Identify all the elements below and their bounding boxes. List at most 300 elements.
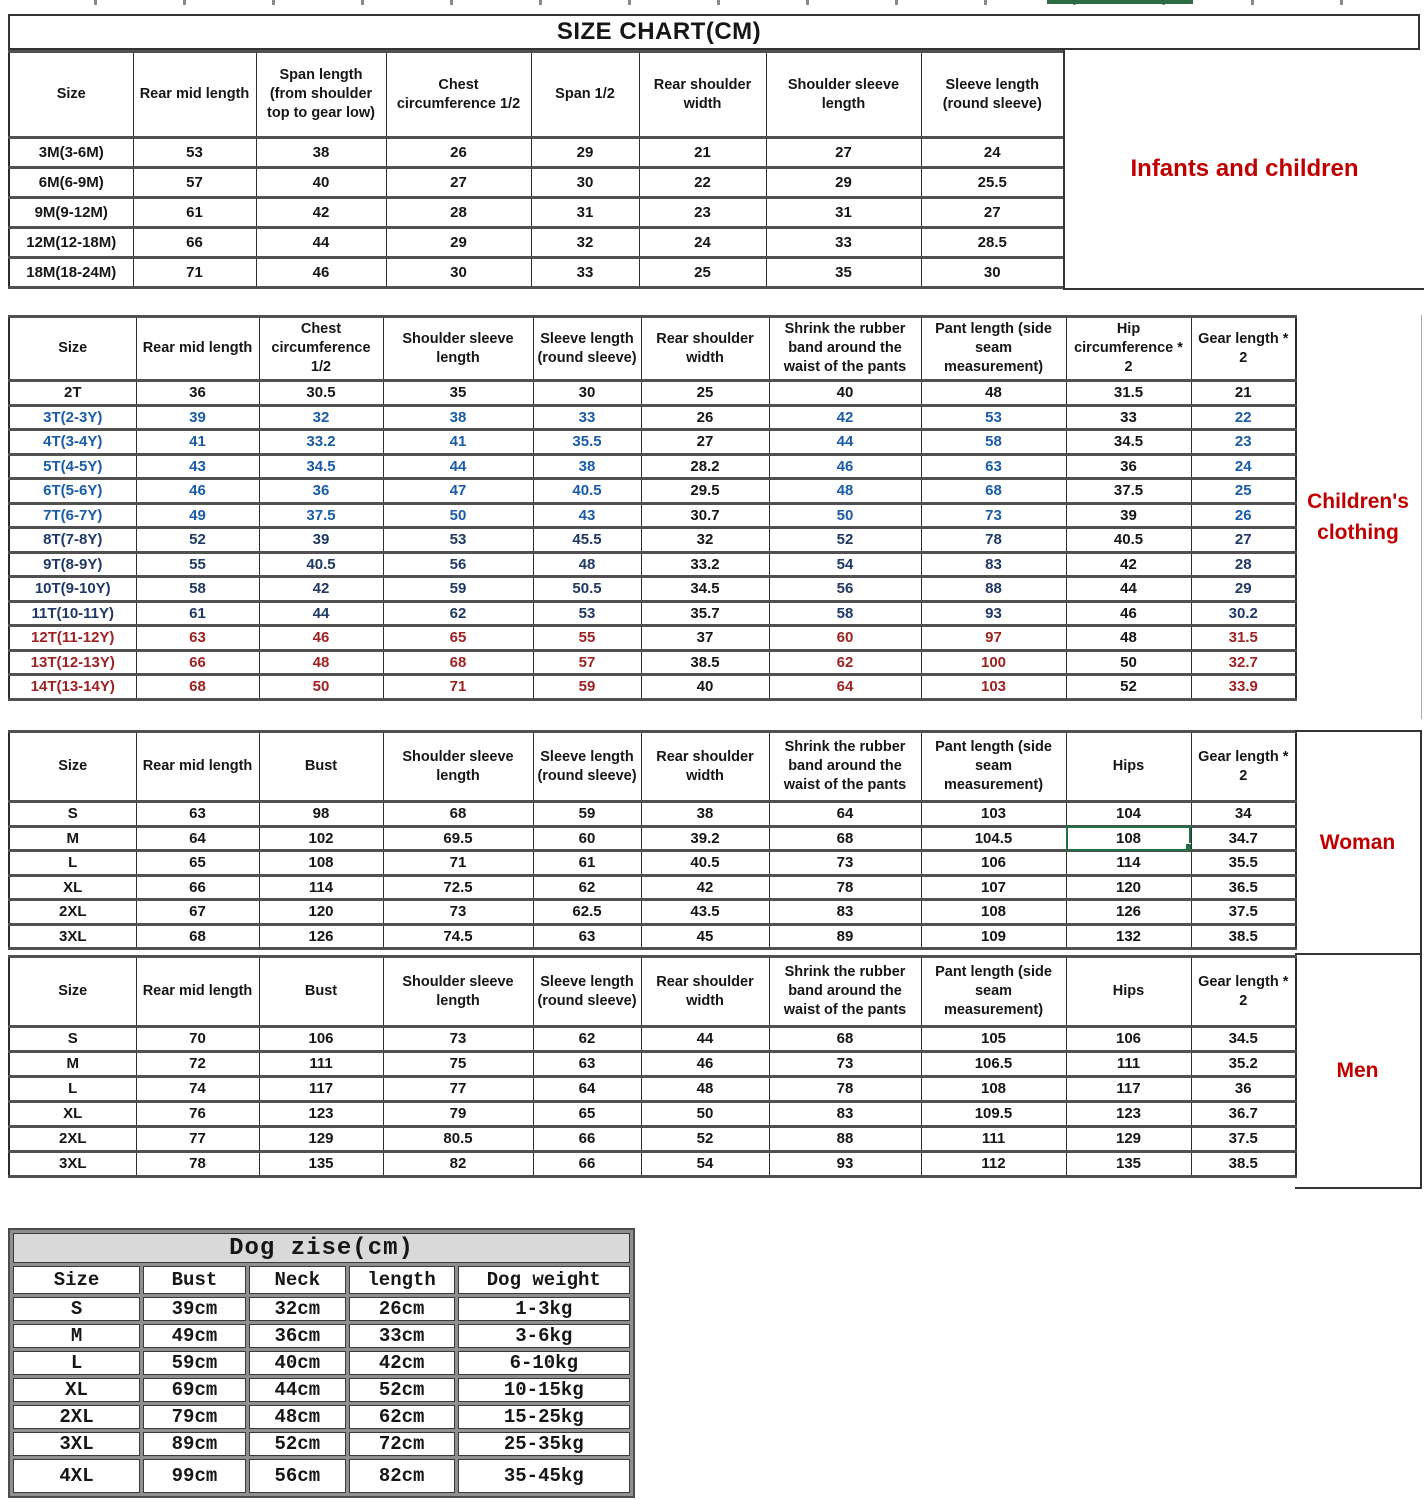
value-cell: 34.5 — [641, 577, 769, 602]
value-cell: 36 — [1191, 1077, 1296, 1102]
size-cell: M — [9, 1052, 136, 1077]
value-cell: 46 — [256, 258, 386, 288]
value-cell: 39 — [259, 528, 383, 553]
column-header: Rear shoulder width — [641, 957, 769, 1027]
size-cell: 9M(9-12M) — [9, 198, 133, 228]
value-cell: 30.5 — [259, 381, 383, 406]
value-cell: 35.7 — [641, 601, 769, 626]
value-cell: 42 — [769, 405, 921, 430]
value-cell: 106 — [1066, 1027, 1191, 1052]
size-cell: 10T(9-10Y) — [9, 577, 136, 602]
value-cell: 33 — [766, 228, 921, 258]
value-cell: 46 — [259, 626, 383, 651]
value-cell: 126 — [259, 924, 383, 949]
size-cell: 4T(3-4Y) — [9, 430, 136, 455]
value-cell: 39cm — [143, 1297, 246, 1321]
value-cell: 40.5 — [533, 479, 641, 504]
column-header: Size — [13, 1266, 140, 1294]
column-header: Neck — [249, 1266, 346, 1294]
value-cell: 30 — [921, 258, 1064, 288]
value-cell: 58 — [921, 430, 1066, 455]
table-row — [9, 258, 1064, 288]
value-cell: 73 — [769, 851, 921, 876]
value-cell: 66 — [533, 1127, 641, 1152]
value-cell: 99cm — [143, 1459, 246, 1493]
table-row — [9, 1027, 1296, 1052]
value-cell: 44 — [256, 228, 386, 258]
value-cell: 38.5 — [641, 650, 769, 675]
value-cell: 97 — [921, 626, 1066, 651]
value-cell: 62.5 — [533, 900, 641, 925]
value-cell: 41 — [136, 430, 259, 455]
size-cell: 5T(4-5Y) — [9, 454, 136, 479]
value-cell: 42cm — [349, 1351, 455, 1375]
value-cell: 31.5 — [1191, 626, 1296, 651]
value-cell: 77 — [136, 1127, 259, 1152]
value-cell: 40 — [641, 675, 769, 700]
table-row — [9, 900, 1296, 925]
value-cell: 53 — [383, 528, 533, 553]
value-cell: 39.2 — [641, 826, 769, 851]
column-header: Span 1/2 — [531, 52, 639, 138]
column-header: Size — [9, 732, 136, 802]
table-row — [9, 626, 1296, 651]
spreadsheet-gridline-ticks — [8, 0, 1420, 5]
size-cell: S — [9, 1027, 136, 1052]
size-cell: 2XL — [9, 900, 136, 925]
value-cell: 58 — [136, 577, 259, 602]
value-cell: 40cm — [249, 1351, 346, 1375]
column-header: Shoulder sleeve length — [383, 317, 533, 381]
header-row — [9, 957, 1296, 1027]
value-cell: 36.7 — [1191, 1102, 1296, 1127]
value-cell: 32 — [641, 528, 769, 553]
header-row — [9, 732, 1296, 802]
value-cell: 78 — [769, 1077, 921, 1102]
value-cell: 106 — [921, 851, 1066, 876]
value-cell: 27 — [641, 430, 769, 455]
table-row — [9, 228, 1064, 258]
size-cell: 8T(7-8Y) — [9, 528, 136, 553]
value-cell: 36 — [1066, 454, 1191, 479]
size-cell: 6M(6-9M) — [9, 168, 133, 198]
size-cell: 3M(3-6M) — [9, 138, 133, 168]
table-row — [9, 552, 1296, 577]
value-cell: 26 — [641, 405, 769, 430]
value-cell: 50 — [641, 1102, 769, 1127]
value-cell: 21 — [639, 138, 766, 168]
size-cell: XL — [9, 875, 136, 900]
value-cell: 24 — [1191, 454, 1296, 479]
value-cell: 104.5 — [921, 826, 1066, 851]
value-cell: 129 — [1066, 1127, 1191, 1152]
value-cell: 114 — [259, 875, 383, 900]
column-header: Shrink the rubber band around the waist of the pants — [769, 957, 921, 1027]
size-cell: S — [9, 802, 136, 827]
value-cell: 135 — [259, 1152, 383, 1177]
value-cell: 61 — [136, 601, 259, 626]
value-cell: 34 — [1191, 802, 1296, 827]
column-header: Sleeve length (round sleeve) — [921, 52, 1064, 138]
value-cell: 42 — [641, 875, 769, 900]
value-cell: 49cm — [143, 1324, 246, 1348]
value-cell: 23 — [639, 198, 766, 228]
value-cell: 38.5 — [1191, 924, 1296, 949]
column-header: Rear mid length — [136, 317, 259, 381]
value-cell: 52cm — [249, 1432, 346, 1456]
value-cell: 111 — [921, 1127, 1066, 1152]
size-cell: 3T(2-3Y) — [9, 405, 136, 430]
value-cell: 38 — [256, 138, 386, 168]
value-cell: 1-3kg — [458, 1297, 630, 1321]
value-cell: 44 — [1066, 577, 1191, 602]
table-row — [9, 198, 1064, 228]
header-row — [9, 52, 1064, 138]
value-cell: 108 — [921, 1077, 1066, 1102]
children-size-table — [8, 315, 1297, 701]
table-row — [9, 577, 1296, 602]
value-cell: 40.5 — [641, 851, 769, 876]
value-cell: 62 — [769, 650, 921, 675]
column-header: Size — [9, 317, 136, 381]
table-row — [9, 405, 1296, 430]
value-cell: 63 — [533, 924, 641, 949]
value-cell: 24 — [921, 138, 1064, 168]
column-header: Sleeve length (round sleeve) — [533, 957, 641, 1027]
value-cell: 36.5 — [1191, 875, 1296, 900]
size-cell: 2XL — [9, 1127, 136, 1152]
value-cell: 54 — [641, 1152, 769, 1177]
size-cell: XL — [9, 1102, 136, 1127]
value-cell: 41 — [383, 430, 533, 455]
size-cell: 3XL — [9, 924, 136, 949]
value-cell: 59cm — [143, 1351, 246, 1375]
value-cell: 45 — [641, 924, 769, 949]
value-cell: 25 — [641, 381, 769, 406]
page-title: SIZE CHART(CM) — [8, 14, 1420, 50]
value-cell: 68 — [769, 1027, 921, 1052]
value-cell: 108 — [259, 851, 383, 876]
value-cell: 66 — [133, 228, 256, 258]
value-cell: 45.5 — [533, 528, 641, 553]
column-header: Rear mid length — [133, 52, 256, 138]
men-section-label: Men — [1295, 955, 1422, 1189]
column-header: Hip circumference * 2 — [1066, 317, 1191, 381]
value-cell: 46 — [769, 454, 921, 479]
value-cell: 48 — [533, 552, 641, 577]
value-cell: 68 — [136, 675, 259, 700]
size-cell: 4XL — [13, 1459, 140, 1493]
column-header: Hips — [1066, 957, 1191, 1027]
value-cell: 36cm — [249, 1324, 346, 1348]
value-cell: 79 — [383, 1102, 533, 1127]
value-cell: 28.5 — [921, 228, 1064, 258]
column-header: Shoulder sleeve length — [766, 52, 921, 138]
value-cell: 28.2 — [641, 454, 769, 479]
value-cell: 23 — [1191, 430, 1296, 455]
value-cell: 78 — [769, 875, 921, 900]
value-cell: 49 — [136, 503, 259, 528]
value-cell: 44 — [769, 430, 921, 455]
value-cell: 83 — [769, 1102, 921, 1127]
header-row — [13, 1266, 630, 1294]
value-cell: 80.5 — [383, 1127, 533, 1152]
value-cell: 83 — [921, 552, 1066, 577]
value-cell: 63 — [136, 626, 259, 651]
table-row — [9, 601, 1296, 626]
value-cell: 32.7 — [1191, 650, 1296, 675]
value-cell: 107 — [921, 875, 1066, 900]
column-header: Shrink the rubber band around the waist of the pants — [769, 317, 921, 381]
value-cell: 21 — [1191, 381, 1296, 406]
table-row — [9, 430, 1296, 455]
value-cell: 64 — [533, 1077, 641, 1102]
value-cell: 73 — [383, 1027, 533, 1052]
size-cell: 18M(18-24M) — [9, 258, 133, 288]
value-cell: 35.2 — [1191, 1052, 1296, 1077]
woman-size-table — [8, 730, 1297, 950]
dog-title-row — [13, 1233, 630, 1263]
value-cell: 56cm — [249, 1459, 346, 1493]
table-row — [13, 1324, 630, 1348]
table-row — [9, 1127, 1296, 1152]
value-cell: 36 — [259, 479, 383, 504]
value-cell: 40.5 — [259, 552, 383, 577]
value-cell: 37.5 — [1191, 1127, 1296, 1152]
value-cell: 70 — [136, 1027, 259, 1052]
column-header: Pant length (side seam measurement) — [921, 317, 1066, 381]
value-cell: 59 — [533, 802, 641, 827]
column-header: Span length (from shoulder top to gear low) — [256, 52, 386, 138]
value-cell: 35-45kg — [458, 1459, 630, 1493]
table-row — [9, 875, 1296, 900]
value-cell: 28 — [386, 198, 531, 228]
value-cell: 68 — [136, 924, 259, 949]
value-cell: 44 — [641, 1027, 769, 1052]
value-cell: 103 — [921, 802, 1066, 827]
value-cell: 38 — [383, 405, 533, 430]
value-cell: 10-15kg — [458, 1378, 630, 1402]
value-cell: 33.2 — [259, 430, 383, 455]
value-cell: 38.5 — [1191, 1152, 1296, 1177]
table-row — [13, 1378, 630, 1402]
column-header: Gear length * 2 — [1191, 732, 1296, 802]
size-cell: L — [13, 1351, 140, 1375]
value-cell: 109.5 — [921, 1102, 1066, 1127]
size-cell: 3XL — [13, 1432, 140, 1456]
value-cell: 58 — [769, 601, 921, 626]
value-cell: 65 — [383, 626, 533, 651]
column-header: Sleeve length (round sleeve) — [533, 732, 641, 802]
column-header: Dog weight — [458, 1266, 630, 1294]
value-cell: 48 — [921, 381, 1066, 406]
value-cell: 62 — [533, 875, 641, 900]
value-cell: 48 — [769, 479, 921, 504]
value-cell: 98 — [259, 802, 383, 827]
value-cell: 64 — [136, 826, 259, 851]
column-header: Chest circumference 1/2 — [386, 52, 531, 138]
value-cell: 29.5 — [641, 479, 769, 504]
value-cell: 26 — [386, 138, 531, 168]
value-cell: 29 — [1191, 577, 1296, 602]
value-cell: 57 — [533, 650, 641, 675]
value-cell: 120 — [1066, 875, 1191, 900]
value-cell: 82cm — [349, 1459, 455, 1493]
value-cell: 33.9 — [1191, 675, 1296, 700]
value-cell: 69cm — [143, 1378, 246, 1402]
table-row — [9, 503, 1296, 528]
column-header: Gear length * 2 — [1191, 317, 1296, 381]
size-cell: 11T(10-11Y) — [9, 601, 136, 626]
column-header: Bust — [143, 1266, 246, 1294]
value-cell: 73 — [921, 503, 1066, 528]
value-cell: 30 — [531, 168, 639, 198]
value-cell: 3-6kg — [458, 1324, 630, 1348]
value-cell: 68 — [769, 826, 921, 851]
value-cell: 22 — [1191, 405, 1296, 430]
value-cell: 31.5 — [1066, 381, 1191, 406]
value-cell: 75 — [383, 1052, 533, 1077]
value-cell: 57 — [133, 168, 256, 198]
value-cell: 106.5 — [921, 1052, 1066, 1077]
value-cell: 69.5 — [383, 826, 533, 851]
table-row — [13, 1297, 630, 1321]
value-cell: 39 — [1066, 503, 1191, 528]
size-cell: L — [9, 1077, 136, 1102]
value-cell: 63 — [136, 802, 259, 827]
value-cell: 52 — [769, 528, 921, 553]
column-header: Pant length (side seam measurement) — [921, 957, 1066, 1027]
value-cell: 27 — [1191, 528, 1296, 553]
table-row — [9, 168, 1064, 198]
value-cell: 46 — [641, 1052, 769, 1077]
value-cell: 112 — [921, 1152, 1066, 1177]
value-cell: 52 — [136, 528, 259, 553]
value-cell: 62 — [383, 601, 533, 626]
table-row — [9, 851, 1296, 876]
column-header: Chest circumference 1/2 — [259, 317, 383, 381]
value-cell: 114 — [1066, 851, 1191, 876]
size-cell: 12M(12-18M) — [9, 228, 133, 258]
value-cell: 33cm — [349, 1324, 455, 1348]
value-cell: 25.5 — [921, 168, 1064, 198]
value-cell: 27 — [386, 168, 531, 198]
value-cell: 52cm — [349, 1378, 455, 1402]
value-cell: 61 — [533, 851, 641, 876]
value-cell: 61 — [133, 198, 256, 228]
value-cell: 34.5 — [259, 454, 383, 479]
value-cell: 42 — [259, 577, 383, 602]
value-cell: 35 — [383, 381, 533, 406]
value-cell: 33 — [533, 405, 641, 430]
value-cell: 29 — [766, 168, 921, 198]
value-cell: 66 — [136, 875, 259, 900]
value-cell: 40 — [769, 381, 921, 406]
column-header: Sleeve length (round sleeve) — [533, 317, 641, 381]
value-cell: 56 — [769, 577, 921, 602]
value-cell: 50.5 — [533, 577, 641, 602]
table-row — [13, 1351, 630, 1375]
value-cell: 104 — [1066, 802, 1191, 827]
size-cell: 9T(8-9Y) — [9, 552, 136, 577]
column-header: Gear length * 2 — [1191, 957, 1296, 1027]
value-cell: 24 — [639, 228, 766, 258]
value-cell: 44cm — [249, 1378, 346, 1402]
men-size-table — [8, 955, 1297, 1178]
table-row — [9, 924, 1296, 949]
value-cell: 109 — [921, 924, 1066, 949]
value-cell: 38 — [641, 802, 769, 827]
value-cell: 44 — [259, 601, 383, 626]
value-cell: 47 — [383, 479, 533, 504]
value-cell: 35 — [766, 258, 921, 288]
table-row — [9, 138, 1064, 168]
value-cell: 74 — [136, 1077, 259, 1102]
value-cell: 33 — [531, 258, 639, 288]
value-cell: 62cm — [349, 1405, 455, 1429]
size-cell: 7T(6-7Y) — [9, 503, 136, 528]
size-cell: 12T(11-12Y) — [9, 626, 136, 651]
value-cell: 66 — [533, 1152, 641, 1177]
value-cell: 74.5 — [383, 924, 533, 949]
infants-size-table — [8, 50, 1065, 289]
value-cell: 29 — [386, 228, 531, 258]
value-cell: 82 — [383, 1152, 533, 1177]
value-cell: 62 — [533, 1027, 641, 1052]
value-cell: 38 — [533, 454, 641, 479]
header-row — [9, 317, 1296, 381]
value-cell: 68 — [921, 479, 1066, 504]
value-cell: 55 — [533, 626, 641, 651]
table-row — [9, 1102, 1296, 1127]
value-cell: 35.5 — [1191, 851, 1296, 876]
value-cell: 25 — [639, 258, 766, 288]
value-cell: 108 — [921, 900, 1066, 925]
table-row — [9, 528, 1296, 553]
value-cell: 79cm — [143, 1405, 246, 1429]
value-cell: 71 — [133, 258, 256, 288]
value-cell: 77 — [383, 1077, 533, 1102]
value-cell: 111 — [1066, 1052, 1191, 1077]
value-cell: 117 — [1066, 1077, 1191, 1102]
value-cell: 43 — [136, 454, 259, 479]
table-row — [9, 675, 1296, 700]
value-cell: 66 — [136, 650, 259, 675]
value-cell: 65 — [136, 851, 259, 876]
value-cell: 59 — [383, 577, 533, 602]
value-cell: 78 — [921, 528, 1066, 553]
column-header: Rear shoulder width — [641, 732, 769, 802]
value-cell: 42 — [1066, 552, 1191, 577]
value-cell: 52 — [1066, 675, 1191, 700]
value-cell: 32 — [531, 228, 639, 258]
value-cell: 33.2 — [641, 552, 769, 577]
column-header: Size — [9, 52, 133, 138]
value-cell: 48 — [641, 1077, 769, 1102]
table-row — [9, 479, 1296, 504]
size-cell: XL — [13, 1378, 140, 1402]
value-cell: 53 — [533, 601, 641, 626]
value-cell: 48 — [1066, 626, 1191, 651]
value-cell: 40.5 — [1066, 528, 1191, 553]
value-cell: 88 — [921, 577, 1066, 602]
size-cell: 2XL — [13, 1405, 140, 1429]
value-cell: 42 — [256, 198, 386, 228]
value-cell: 64 — [769, 802, 921, 827]
value-cell: 37 — [641, 626, 769, 651]
value-cell: 105 — [921, 1027, 1066, 1052]
size-cell: S — [13, 1297, 140, 1321]
